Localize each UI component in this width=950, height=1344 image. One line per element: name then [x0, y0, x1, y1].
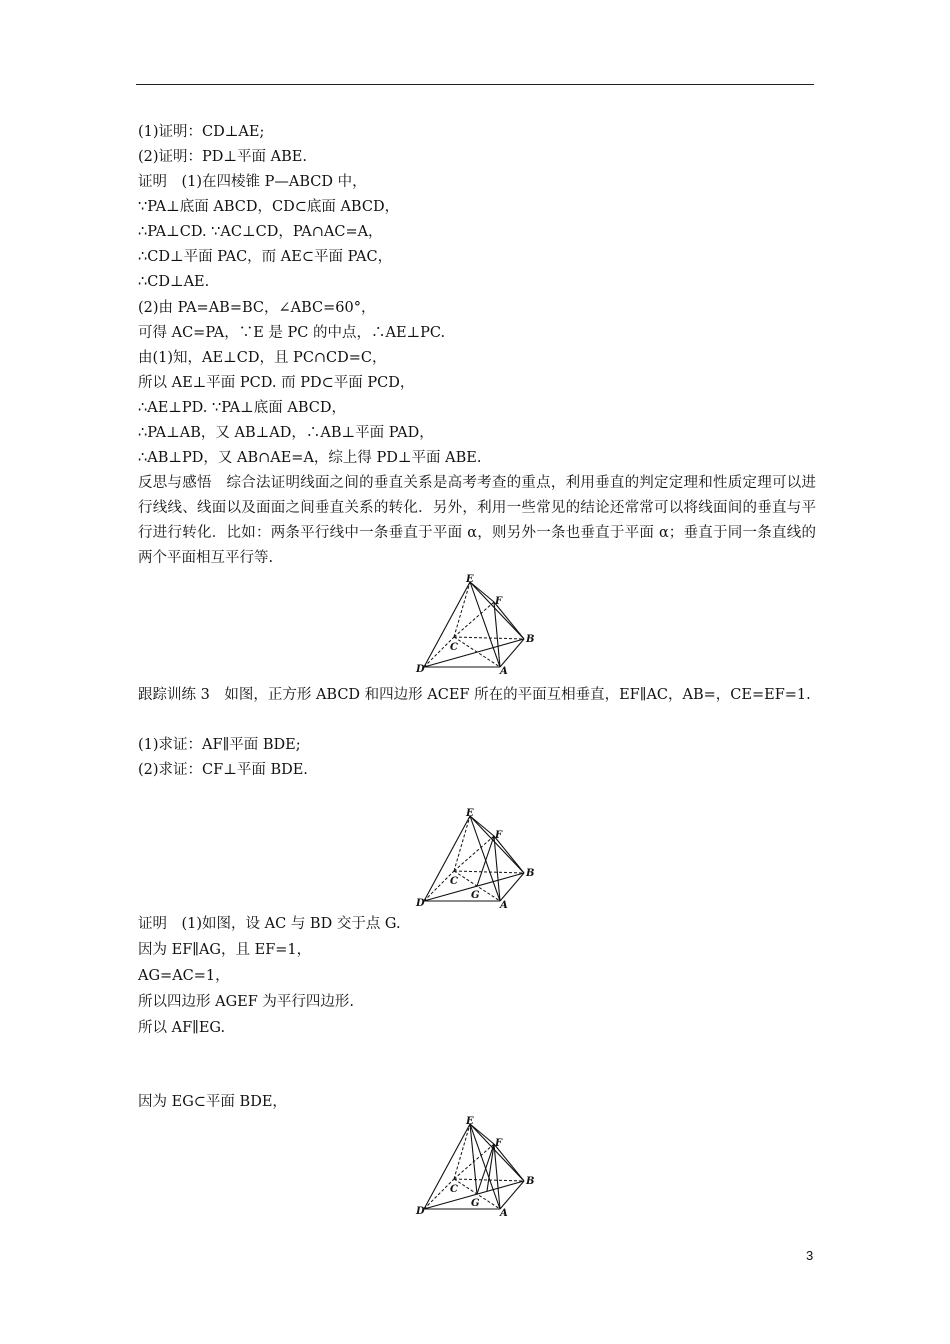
exercise-paragraph: 跟踪训练 3 如图，正方形 ABCD 和四边形 ACEF 所在的平面互相垂直，EF∥AC，AB=，CE=EF=1.: [138, 687, 811, 703]
label-D: D: [416, 664, 425, 675]
text-line: (2)求证：CF⊥平面 BDE.: [138, 762, 308, 778]
text-line: (1)求证：AF∥平面 BDE;: [138, 737, 301, 753]
label-G: G: [471, 890, 480, 901]
text-line: 由(1)知，AE⊥CD，且 PC∩CD=C，: [138, 350, 387, 366]
figure-1: [412, 574, 542, 678]
page-number: 3: [806, 1248, 814, 1263]
label-D: D: [416, 898, 425, 909]
label-E: E: [466, 574, 474, 585]
label-A: A: [500, 666, 508, 677]
text-line: ∴PA⊥AB，又 AB⊥AD，∴AB⊥平面 PAD，: [138, 425, 434, 441]
label-B: B: [526, 868, 535, 879]
label-D: D: [416, 1206, 425, 1217]
header-rule: [136, 84, 814, 85]
text-line: AG=AC=1，: [138, 968, 230, 984]
figure-2: [412, 808, 542, 912]
reflection-paragraph: 反思与感悟 综合法证明线面之间的垂直关系是高考考查的重点，利用垂直的判定定理和性质定理可以进行线线、线面以及面面之间垂直关系的转化．另外，利用一些常见的结论还常常可以将线面间的垂直与平行进行转化．比如：两条平行线中一条垂直于平面 α，则另外一条也垂直于平面 α；垂直于同一条直线的两个平面相互平行等.: [138, 475, 816, 566]
text-line: 所以四边形 AGEF 为平行四边形.: [138, 994, 355, 1010]
text-line: 证明 (1)在四棱锥 P—ABCD 中，: [138, 174, 367, 190]
label-F: F: [495, 1138, 503, 1149]
label-F: F: [495, 596, 503, 607]
text-line: 所以 AE⊥平面 PCD. 而 PD⊂平面 PCD，: [138, 375, 415, 391]
text-line: 因为 EG⊂平面 BDE，: [138, 1094, 287, 1110]
label-B: B: [526, 634, 535, 645]
text-line: 证明 (1)如图，设 AC 与 BD 交于点 G.: [138, 916, 401, 932]
label-C: C: [450, 1184, 458, 1195]
text-line: (2)证明：PD⊥平面 ABE.: [138, 149, 307, 165]
text-line: ∴PA⊥CD. ∵AC⊥CD，PA∩AC=A，: [138, 224, 383, 240]
label-F: F: [495, 830, 503, 841]
label-G: G: [471, 1198, 480, 1209]
text-line: (1)证明：CD⊥AE;: [138, 124, 265, 140]
text-line: (2)由 PA=AB=BC，∠ABC=60°，: [138, 300, 376, 316]
text-line: ∴AE⊥PD. ∵PA⊥底面 ABCD，: [138, 400, 346, 416]
label-E: E: [466, 1116, 474, 1127]
label-A: A: [500, 900, 508, 911]
label-B: B: [526, 1176, 535, 1187]
text-line: 可得 AC=PA，∵E 是 PC 的中点，∴AE⊥PC.: [138, 325, 446, 341]
text-line: 因为 EF∥AG，且 EF=1，: [138, 942, 312, 958]
figure-3: [412, 1116, 542, 1220]
label-E: E: [466, 808, 474, 819]
text-line: ∴CD⊥平面 PAC，而 AE⊂平面 PAC，: [138, 249, 393, 265]
text-line: ∴AB⊥PD，又 AB∩AE=A，综上得 PD⊥平面 ABE.: [138, 450, 482, 466]
text-line: ∴CD⊥AE.: [138, 274, 210, 290]
label-C: C: [450, 876, 458, 887]
label-A: A: [500, 1208, 508, 1219]
text-line: 所以 AF∥EG.: [138, 1020, 226, 1036]
label-C: C: [450, 642, 458, 653]
text-line: ∵PA⊥底面 ABCD，CD⊂底面 ABCD，: [138, 199, 400, 215]
